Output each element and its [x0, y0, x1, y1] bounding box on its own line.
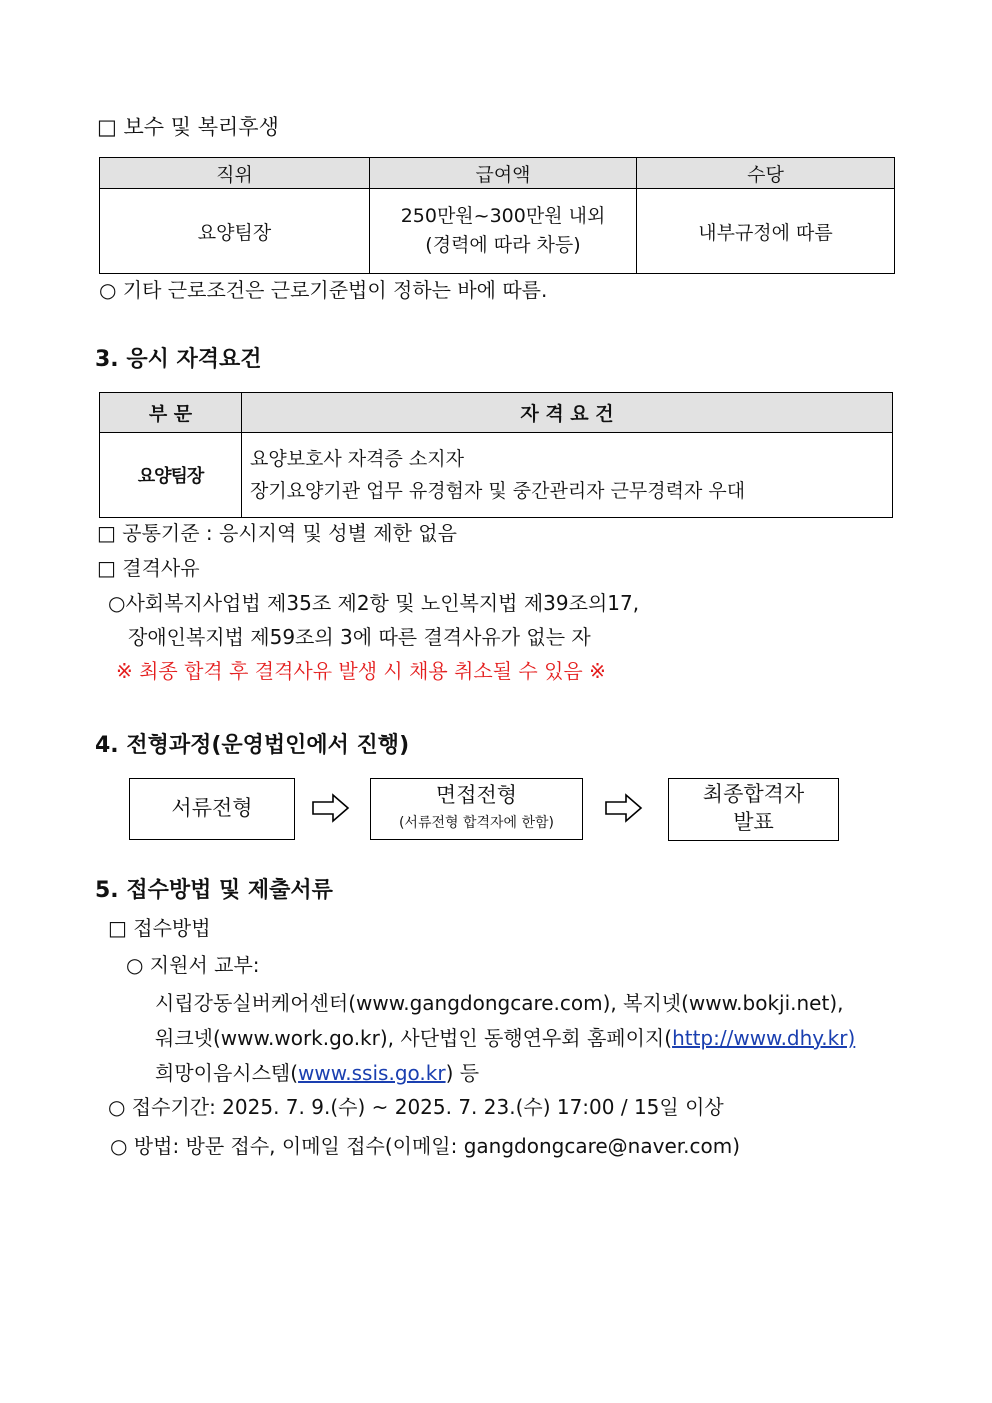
pay-header-allowance: 수당	[637, 158, 895, 189]
disqualification-line1: ○사회복지사업법 제35조 제2항 및 노인복지법 제39조의17,	[108, 591, 640, 615]
distribution-line2-text: 워크넷(www.work.go.kr), 사단법인 동행연우회 홈페이지(	[155, 1026, 673, 1050]
req-qualification-cell	[242, 433, 893, 518]
pay-heading: □ 보수 및 복리후생	[97, 115, 279, 139]
distribution-line3-text: 희망이음시스템(	[155, 1061, 299, 1085]
distribution-line2	[155, 1025, 855, 1051]
flow-step-interview	[370, 778, 583, 840]
disqualification-heading: □ 결격사유	[97, 556, 200, 580]
distribution-line3	[155, 1060, 479, 1086]
ssis-link[interactable]: www.ssis.go.kr	[298, 1061, 446, 1085]
arrow-right-icon	[604, 793, 644, 823]
flow-step-document: 서류전형	[129, 778, 295, 840]
final-line2: 발표	[733, 810, 774, 834]
arrow-right-icon	[311, 793, 351, 823]
interview-note: (서류전형 합격자에 한함)	[398, 815, 555, 831]
section5-title: 5. 접수방법 및 제출서류	[95, 878, 333, 903]
application-method: ○ 방법: 방문 접수, 이메일 접수(이메일: gangdongcare@naver.com)	[110, 1134, 741, 1158]
flow-step-final	[668, 778, 839, 841]
disqualification-line2: 장애인복지법 제59조의 3에 따른 결격사유가 없는 자	[128, 625, 591, 649]
distribution-line1: 시립강동실버케어센터(www.gangdongcare.com), 복지넷(www.bokji.net),	[155, 991, 844, 1015]
pay-salary-line1: 250만원~300만원 내외	[400, 205, 606, 227]
req-dept-cell: 요양팀장	[100, 433, 242, 518]
final-line1: 최종합격자	[702, 782, 805, 806]
application-period: ○ 접수기간: 2025. 7. 9.(수) ~ 2025. 7. 23.(수) 17:00 / 15일 이상	[108, 1095, 724, 1119]
dhy-link[interactable]: http://www.dhy.kr)	[672, 1026, 856, 1050]
distribution-line3-suffix: ) 등	[445, 1061, 480, 1085]
interview-title: 면접전형	[435, 783, 518, 807]
method-heading: □ 접수방법	[108, 916, 211, 940]
pay-table	[99, 157, 895, 274]
section3-title: 3. 응시 자격요건	[95, 347, 262, 372]
pay-header-position: 직위	[100, 158, 370, 189]
pay-header-salary: 급여액	[370, 158, 637, 189]
req-line2: 장기요양기관 업무 유경험자 및 중간관리자 근무경력자 우대	[250, 480, 746, 502]
section4-title: 4. 전형과정(운영법인에서 진행)	[95, 733, 410, 758]
disqualification-warning: ※ 최종 합격 후 결격사유 발생 시 채용 취소될 수 있음 ※	[116, 659, 606, 683]
pay-salary-cell	[370, 189, 637, 274]
pay-position-cell: 요양팀장	[100, 189, 370, 274]
requirements-table	[99, 392, 893, 518]
req-header-qualification: 자 격 요 건	[242, 393, 893, 433]
req-line1: 요양보호사 자격증 소지자	[250, 448, 464, 470]
pay-salary-line2: (경력에 따라 차등)	[425, 234, 581, 256]
req-header-dept: 부 문	[100, 393, 242, 433]
pay-note: ○ 기타 근로조건은 근로기준법이 정하는 바에 따름.	[99, 278, 548, 302]
common-criteria: □ 공통기준 : 응시지역 및 성별 제한 없음	[97, 521, 457, 545]
distribution-label: ○ 지원서 교부:	[126, 953, 260, 977]
pay-allowance-cell: 내부규정에 따름	[637, 189, 895, 274]
